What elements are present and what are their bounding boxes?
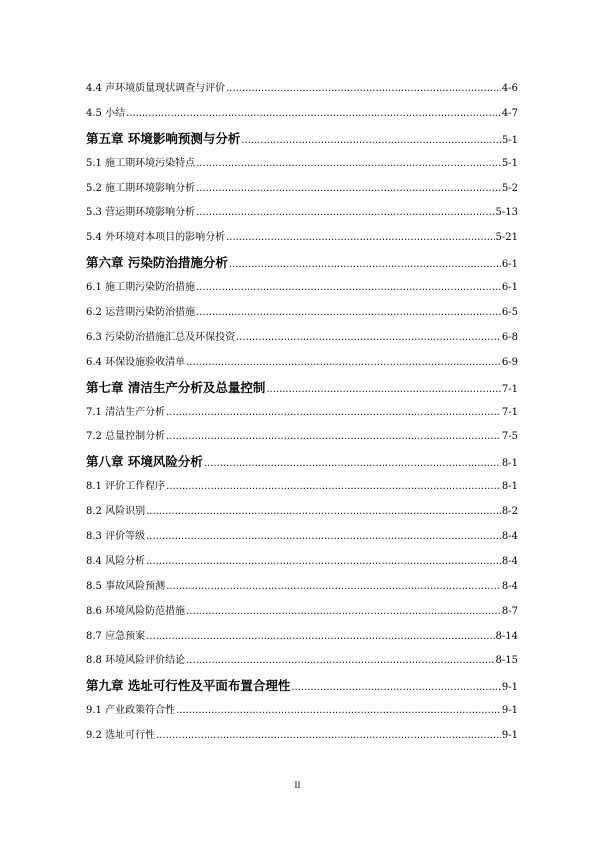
toc-entry[interactable] [86, 475, 518, 500]
toc-entry-label: 4.4 声环境质量现状调查与评价 [86, 83, 226, 94]
toc-entry-label: 8.7 应急预案 [86, 630, 146, 642]
toc-entry-page: 8-15 [495, 655, 518, 667]
toc-entry[interactable] [86, 500, 518, 525]
toc-chapter-label: 第九章 选址可行性及平面布置合理性 [86, 678, 291, 694]
toc-entry-label: 6.1 施工期污染防治措施 [86, 282, 196, 294]
toc-dot-leader [196, 177, 501, 202]
toc-dot-leader [166, 575, 501, 600]
toc-entry[interactable] [86, 525, 518, 550]
toc-chapter-entry[interactable] [86, 376, 518, 401]
toc-entry-page: 5-1 [501, 157, 518, 169]
toc-entry-page: 6-8 [501, 331, 518, 343]
table-of-contents [86, 77, 518, 749]
toc-entry-page: 7-5 [501, 431, 518, 443]
toc-entry[interactable] [86, 699, 518, 724]
toc-entry-label: 7.1 清洁生产分析 [86, 406, 166, 418]
toc-dot-leader [156, 724, 501, 749]
toc-entry[interactable] [86, 201, 518, 226]
toc-entry-page: 6-5 [501, 307, 518, 319]
toc-entry-label: 4.5 小结 [86, 107, 126, 119]
toc-entry[interactable] [86, 276, 518, 301]
toc-dot-leader [176, 699, 501, 724]
toc-entry-page: 9-1 [501, 730, 518, 742]
toc-entry-label: 8.1 评价工作程序 [86, 481, 166, 493]
toc-chapter-label: 第八章 环境风险分析 [86, 454, 203, 470]
toc-dot-leader [196, 201, 494, 226]
toc-entry-page: 8-2 [501, 506, 518, 518]
toc-chapter-entry[interactable] [86, 674, 518, 699]
toc-dot-leader [266, 378, 501, 401]
toc-chapter-entry[interactable] [86, 251, 518, 276]
toc-entry-label: 9.1 产业政策符合性 [86, 705, 176, 717]
toc-entry-label: 6.3 污染防治措施汇总及环保投资 [86, 331, 236, 343]
toc-entry-label: 5.4 外环境对本项目的影响分析 [86, 232, 226, 244]
toc-entry-label: 7.2 总量控制分析 [86, 431, 166, 443]
toc-entry[interactable] [86, 102, 518, 127]
toc-entry-label: 8.6 环境风险防范措施 [86, 605, 186, 617]
toc-entry-label: 5.2 施工期环境影响分析 [86, 182, 196, 194]
toc-dot-leader [204, 452, 501, 475]
toc-entry-page: 9-1 [501, 682, 518, 694]
toc-entry-page: 8-4 [501, 580, 518, 592]
toc-entry-page: 6-9 [501, 356, 518, 368]
toc-dot-leader [146, 525, 501, 550]
toc-dot-leader [146, 550, 501, 575]
toc-entry-page: 9-1 [501, 705, 518, 717]
toc-dot-leader [241, 129, 501, 152]
toc-entry-page: 5-13 [495, 207, 518, 219]
toc-chapter-entry[interactable] [86, 127, 518, 152]
toc-entry-label: 8.3 评价等级 [86, 531, 146, 543]
toc-chapter-label: 第六章 污染防治措施分析 [86, 255, 228, 271]
toc-entry-label: 8.4 风险分析 [86, 555, 146, 567]
toc-entry-page: 8-7 [501, 605, 518, 617]
toc-entry-page: 6-1 [501, 259, 518, 271]
toc-entry-label: 9.2 选址可行性 [86, 730, 156, 742]
toc-dot-leader [196, 152, 501, 177]
toc-entry-label: 5.1 施工期环境污染特点 [86, 157, 196, 169]
toc-entry[interactable] [86, 351, 518, 376]
toc-entry[interactable] [86, 177, 518, 202]
toc-dot-leader [186, 649, 494, 674]
toc-entry-page: 5-21 [495, 232, 518, 244]
toc-entry-page: 7-1 [501, 406, 518, 418]
toc-entry-page: 4-7 [501, 107, 518, 119]
toc-entry[interactable] [86, 649, 518, 674]
toc-dot-leader [166, 425, 501, 450]
toc-chapter-entry[interactable] [86, 450, 518, 475]
toc-dot-leader [186, 600, 501, 625]
toc-entry[interactable] [86, 226, 518, 251]
toc-entry-page: 5-1 [501, 134, 518, 146]
toc-dot-leader [166, 475, 501, 500]
toc-entry-page: 8-1 [501, 481, 518, 493]
toc-entry[interactable] [86, 575, 518, 600]
toc-entry-label: 6.2 运营期污染防治措施 [86, 307, 196, 319]
toc-entry-page: 8-4 [501, 531, 518, 543]
toc-entry[interactable] [86, 724, 518, 749]
toc-entry[interactable] [86, 401, 518, 426]
toc-entry-label: 8.5 事故风险预测 [86, 580, 166, 592]
toc-entry-page: 7-1 [501, 383, 518, 395]
toc-dot-leader [229, 253, 501, 276]
toc-dot-leader [126, 102, 501, 127]
toc-entry-page: 8-4 [501, 555, 518, 567]
toc-entry[interactable] [86, 77, 518, 102]
toc-dot-leader [146, 500, 501, 525]
toc-entry[interactable] [86, 152, 518, 177]
toc-dot-leader [146, 625, 494, 650]
toc-entry-page: 4-6 [501, 83, 518, 94]
toc-entry-page: 8-14 [495, 630, 518, 642]
toc-entry-page: 5-2 [501, 182, 518, 194]
toc-entry-label: 8.2 风险识别 [86, 506, 146, 518]
toc-dot-leader [236, 326, 501, 351]
toc-dot-leader [226, 77, 501, 102]
toc-entry[interactable] [86, 550, 518, 575]
toc-entry[interactable] [86, 425, 518, 450]
toc-entry[interactable] [86, 301, 518, 326]
toc-dot-leader [226, 226, 494, 251]
toc-entry-label: 6.4 环保设施验收清单 [86, 356, 186, 368]
toc-entry-page: 6-1 [501, 282, 518, 294]
toc-entry-label: 8.8 环境风险评价结论 [86, 655, 186, 667]
toc-dot-leader [186, 351, 501, 376]
page-number-footer: II [294, 780, 301, 790]
toc-dot-leader [166, 401, 501, 426]
toc-dot-leader [196, 301, 501, 326]
toc-dot-leader [196, 276, 501, 301]
toc-entry[interactable] [86, 326, 518, 351]
toc-dot-leader [291, 676, 501, 699]
toc-chapter-label: 第五章 环境影响预测与分析 [86, 130, 241, 146]
toc-entry-page: 8-1 [501, 458, 518, 470]
toc-entry-label: 5.3 营运期环境影响分析 [86, 207, 196, 219]
toc-entry[interactable] [86, 625, 518, 650]
toc-chapter-label: 第七章 清洁生产分析及总量控制 [86, 379, 266, 395]
toc-entry[interactable] [86, 600, 518, 625]
